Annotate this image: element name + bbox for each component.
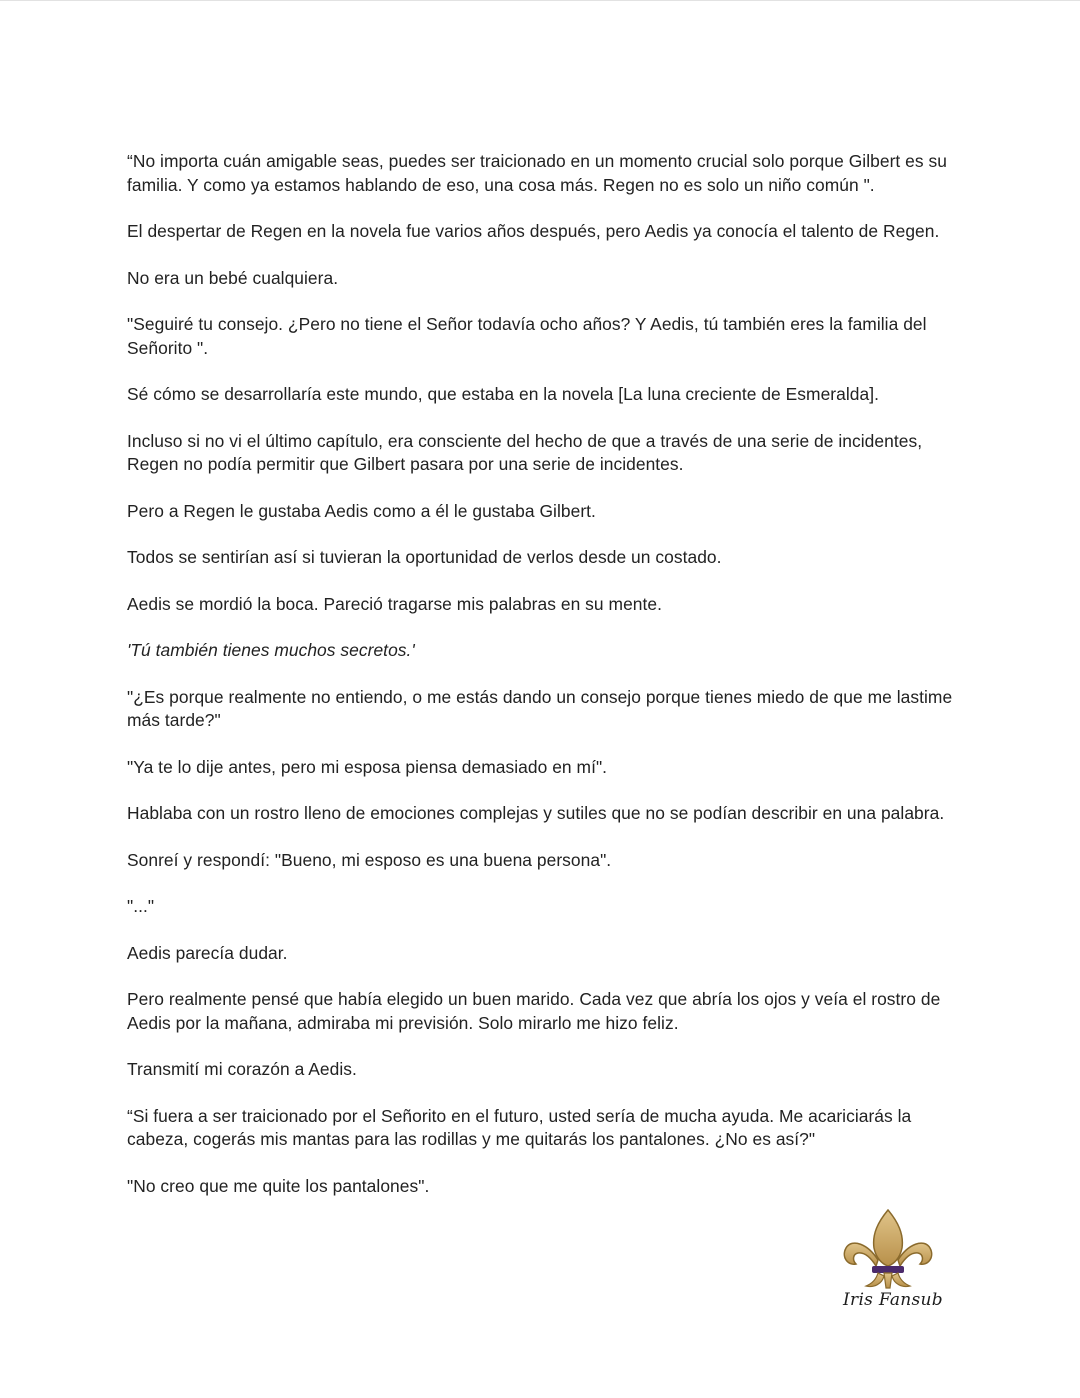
fleur-de-lis-icon [838,1208,948,1293]
paragraph: Pero a Regen le gustaba Aedis como a él le gustaba Gilbert. [127,500,596,521]
page-top-border [0,0,1080,1]
paragraph: El despertar de Regen en la novela fue varios años después, pero Aedis ya conocía el talento de Regen. [127,221,940,241]
watermark-logo [838,1208,948,1318]
paragraph: Todos se sentirían así si tuvieran la oportunidad de verlos desde un costado. [127,547,722,567]
document-body [127,150,957,1221]
paragraph: Transmití mi corazón a Aedis. [127,1059,357,1079]
paragraph: Sé cómo se desarrollaría este mundo, que estaba en la novela [La luna creciente de Esmeralda]. [127,384,879,404]
paragraph: "¿Es porque realmente no entiendo, o me estás dando un consejo porque tienes miedo de que me lastime más tarde?" [127,686,953,730]
watermark-text: Iris Fansub [843,1290,943,1310]
paragraph: Incluso si no vi el último capítulo, era consciente del hecho de que a través de una serie de incidentes, Regen no podía permitir que Gilbert pasara por una serie de incidentes. [127,430,923,474]
paragraph: 'Tú también tienes muchos secretos.' [127,640,415,660]
paragraph: “Si fuera a ser traicionado por el Señorito en el futuro, usted sería de mucha ayuda. Me acariciarás la cabeza, cogerás mis mantas para las rodillas y me quitarás los pantalones. ¿No es así?" [127,1105,912,1149]
paragraph: "..." [127,896,155,916]
paragraph: Aedis parecía dudar. [127,942,288,963]
paragraph: “No importa cuán amigable seas, puedes ser traicionado en un momento crucial solo porque Gilbert es su familia. Y como ya estamos hablando de eso, una cosa más. Regen no es solo un niño común ". [127,151,947,195]
paragraph: "Ya te lo dije antes, pero mi esposa piensa demasiado en mí". [127,756,608,777]
paragraph: Sonreí y respondí: "Bueno, mi esposo es una buena persona". [127,849,612,870]
paragraph: Pero realmente pensé que había elegido un buen marido. Cada vez que abría los ojos y veía el rostro de Aedis por la mañana, admiraba mi previsión. Solo mirarlo me hizo feliz. [127,989,941,1033]
paragraph: Hablaba con un rostro lleno de emociones complejas y sutiles que no se podían describir en una palabra. [127,803,945,823]
paragraph: "Seguiré tu consejo. ¿Pero no tiene el Señor todavía ocho años? Y Aedis, tú también eres la familia del Señorito ". [127,314,927,358]
paragraph: Aedis se mordió la boca. Pareció tragarse mis palabras en su mente. [127,593,662,614]
paragraph: No era un bebé cualquiera. [127,267,339,288]
paragraph: "No creo que me quite los pantalones". [127,1175,430,1196]
